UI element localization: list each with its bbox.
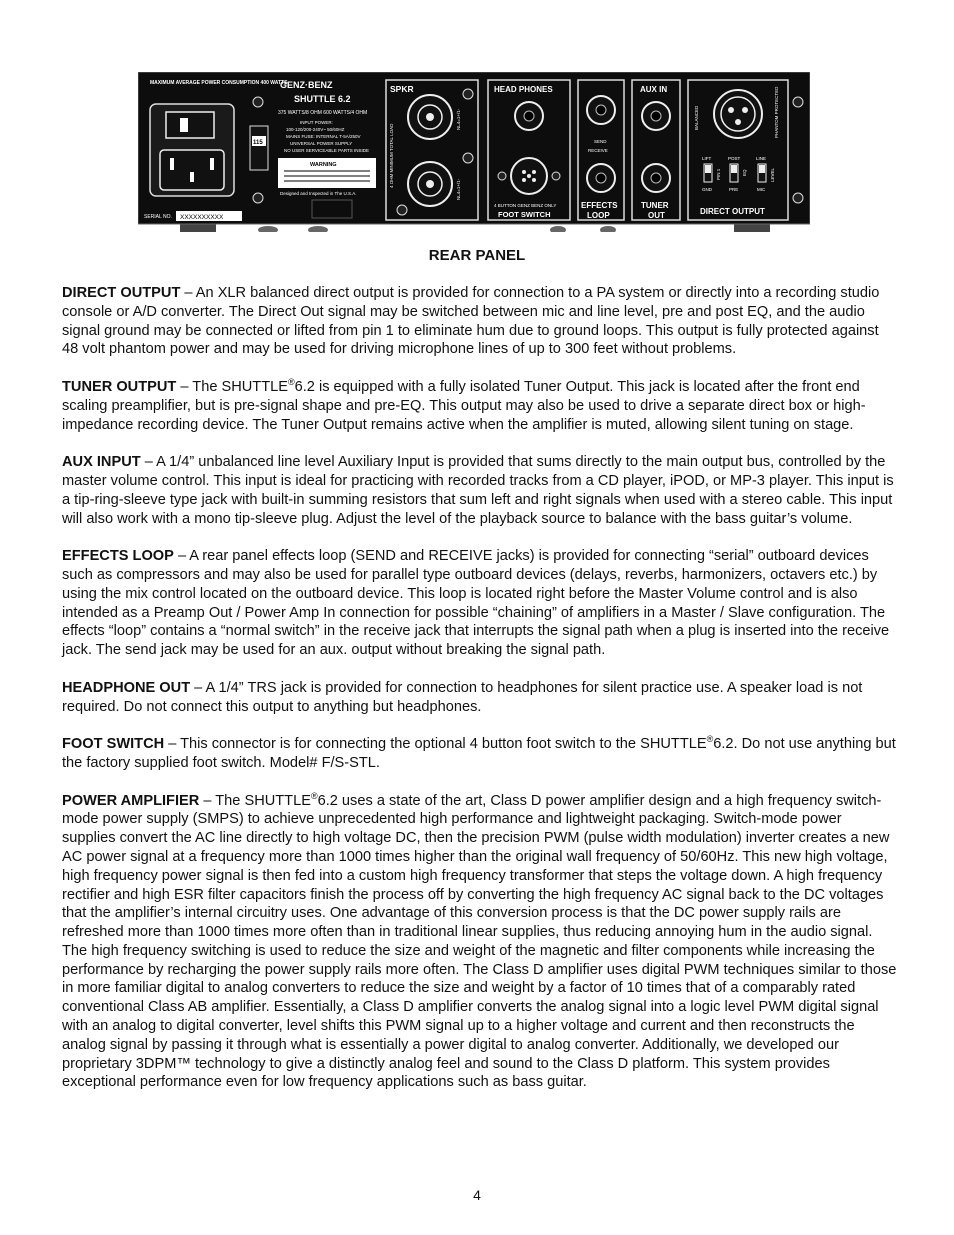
- iec-power-inlet[interactable]: [160, 150, 224, 190]
- send-label: SEND: [594, 139, 607, 144]
- designed-label: Designed and Inspected in The U.S.A.: [280, 191, 357, 196]
- direct-output-label: DIRECT OUTPUT: [700, 207, 765, 216]
- section-text-lead: – This connector is for connecting the optional 4 button foot switch to the SHUTTLE: [164, 736, 707, 753]
- aux-in-label: AUX IN: [640, 85, 668, 94]
- serial-number-value: XXXXXXXXXX: [180, 214, 224, 221]
- mains-fuse: MAINS FUSE: INTERNAL T-5A/250V: [286, 134, 361, 139]
- section-title: DIRECT OUTPUT: [62, 285, 181, 301]
- section-text: – A 1/4” TRS jack is provided for connection to headphones for silent practice use. A speaker load is not required. Do not connect this output to anything but headphones.: [62, 679, 863, 715]
- section-tuner-output: [62, 378, 897, 434]
- mic-label: MIC: [757, 187, 766, 192]
- spkr-label: SPKR: [390, 84, 414, 94]
- screw-icon: [463, 153, 473, 163]
- brand-logo: GENZ·BENZ: [280, 80, 333, 90]
- balanced-label: BALANCED: [694, 105, 699, 130]
- section-text: 6.2. Do not use anything but the factory supplied foot switch. Model# F/S-STL.: [62, 736, 896, 771]
- screw-icon: [793, 193, 803, 203]
- no-user-label: NO USER SERVICEABLE PARTS INSIDE: [284, 148, 370, 153]
- gnd-label: GND: [702, 187, 712, 192]
- screw-icon: [498, 172, 506, 180]
- section-text: – A 1/4” unbalanced line level Auxiliary Input is provided that sums directly to the main output bus, controlled by the master volume control. This input is ideal for practicing with recorded tracks from a CD player, iPOD, or MP-3 player. This input is a tip-ring-sleeve type jack with built-in summing resistors that sum left and right signals when used with a stereo cable. This input will also work with a mono tip-sleeve plug. Adjust the level of the playback source to balance with the bass guitar’s volume.: [62, 454, 894, 527]
- level-label: LEVEL: [770, 167, 775, 182]
- screw-icon: [463, 89, 473, 99]
- section-aux-input: [62, 453, 897, 528]
- page-number: 4: [473, 1187, 481, 1203]
- effects-label: EFFECTS: [581, 201, 618, 210]
- pin1-label: PIN 1: [716, 168, 721, 180]
- section-text: – A rear panel effects loop (SEND and RECEIVE jacks) is provided for connecting “serial” outboard devices such as compressors and may also be used for parallel type outboard devices (delays, reverbs, harmonizers, octavers etc.) by using the mix control located on the outboard device. This loop is located right before the Master Volume control and is also intended as a Preamp Out / Power Amp In connection for possible “chaining” of amplifiers in a Master / Slave configuration. The effects “loop” contains a “normal switch” in the receive jack that interrupts the signal path when a plug is inserted into the receive jack. The send jack may be used for an aux. output without breaking the signal path.: [62, 548, 890, 659]
- nl4-label-1: NL4=1+/1-: [456, 108, 461, 130]
- screw-icon: [397, 205, 407, 215]
- loop-label: LOOP: [587, 211, 610, 220]
- section-headphone-out: [62, 679, 897, 717]
- section-direct-output: [62, 284, 897, 359]
- screw-icon: [253, 97, 263, 107]
- rear-panel-illustration: [138, 72, 810, 232]
- post-label: POST: [728, 156, 741, 161]
- screw-icon: [552, 172, 560, 180]
- footswitch-label: FOOT SWITCH: [498, 210, 551, 219]
- body-text: [62, 284, 897, 1111]
- power-consumption-label: MAXIMUM AVERAGE POWER CONSUMPTION 400 WATTS: [150, 80, 288, 86]
- receive-label: RECEIVE: [588, 148, 608, 153]
- section-title: HEADPHONE OUT: [62, 679, 191, 696]
- section-text: 6.2 is equipped with a fully isolated Tuner Output. This jack is located after the front end scaling preamplifier, but is pre-signal shape and pre-EQ. This output may also be used to drive a separate direct box or high-impedance recording device. The Tuner Output remains active when the amplifier is muted, allowing silent tuning on stage.: [62, 378, 866, 433]
- warning-label: WARNING: [310, 162, 337, 168]
- screw-icon: [793, 97, 803, 107]
- nl4-label-2: NL4=1+/1-: [456, 178, 461, 200]
- voltage-selector[interactable]: [250, 126, 268, 170]
- out-label: OUT: [648, 211, 665, 220]
- line-label: LINE: [756, 156, 767, 161]
- registered-mark: ®: [287, 377, 295, 388]
- supply-label: UNIVERSAL POWER SUPPLY: [290, 141, 353, 146]
- section-text-lead: – The SHUTTLE: [176, 378, 288, 395]
- power-switch[interactable]: [166, 112, 214, 138]
- section-text-lead: – The SHUTTLE: [199, 792, 311, 809]
- section-title: FOOT SWITCH: [62, 736, 165, 753]
- section-text: – An XLR balanced direct output is provided for connection to a PA system or directly into a recording studio console or A/D converter. The Direct Out signal may be switched between mic and line level, pre and post EQ, and the audio signal ground may be connected or lifted from pin 1 to eliminate hum due to ground loops. This output is fully protected against 48 volt phantom power and may be used for driving microphone lines of up to 300 feet without problems.: [62, 285, 880, 358]
- tuner-label: TUNER: [641, 201, 669, 210]
- lift-label: LIFT: [702, 156, 712, 161]
- model-name: SHUTTLE 6.2: [294, 94, 351, 104]
- min-load-label: 4 OHM MINIMUM TOTAL LOAD: [389, 123, 394, 188]
- registered-mark: ®: [706, 734, 714, 745]
- screw-icon: [253, 193, 263, 203]
- registered-mark: ®: [310, 790, 318, 801]
- pre-label: PRE: [729, 187, 739, 192]
- input-power-label: INPUT POWER:: [300, 120, 333, 125]
- footswitch-note: 4 BUTTON GENZ BENZ ONLY: [494, 203, 557, 208]
- section-power-amplifier: [62, 792, 897, 1093]
- section-text: 6.2 uses a state of the art, Class D power amplifier design and a high frequency switch-mode power supply (SMPS) to achieve unprecedented high performance and lightweight packaging. Switch-mode power supplies convert the AC line directly to high voltage DC, then the precision PWM (pulse width modulation) inverter creates a new AC power signal at a frequency more than 1000 times higher than the original wall frequency of 50/60Hz. This new high voltage, high frequency power signal is then fed into a custom high frequency transformer that steps the voltage down. A high frequency rectifier and high ESR filter capacitors finish the process off by converting the high frequency AC signal back to the DC voltages that the amplifier’s internal circuitry uses. One advantage of this conversion process is that the DC power supply rails are refreshed more than 1000 times more often than in traditional linear supplies, thus reducing annoying hum in the audio signal. The high frequency switching is used to reduce the size and weight of the magnetic and filter components while increasing the performance by recharging the power supply rails more often. The Class D amplifier uses digital PWM techniques similar to those in more familiar digital to analog converters to reduce the size and weight by a factor of 10 times that of a comparably rated conventional Class AB amplifier. Essentially, a Class D amplifier converts the analog signal into a logic level PWM digital signal with an analog to digital converter, level shifts this PWM signal up to a higher voltage and current and then reconstructs the analog signal by passing it through what is essentially a power digital to analog converter. Additionally, we developed our proprietary 3DPM™ technology to give a distinctly analog feel and sound to the Class D platform. This system provides exceptional performance even for low frequency applications such as bass guitar.: [62, 792, 897, 1091]
- section-title: EFFECTS LOOP: [62, 548, 174, 565]
- voltage-value: 115: [253, 140, 263, 146]
- phantom-label: PHANTOM PROTECTED: [774, 86, 779, 138]
- section-title: AUX INPUT: [62, 454, 141, 471]
- section-title: POWER AMPLIFIER: [62, 792, 200, 809]
- eq-label: EQ: [742, 169, 747, 176]
- section-title: TUNER OUTPUT: [62, 378, 177, 395]
- serial-number-label: SERIAL NO.: [144, 214, 172, 220]
- section-effects-loop: [62, 547, 897, 660]
- section-foot-switch: [62, 735, 897, 773]
- power-ratings: 375 WATTS/8 OHM 600 WATTS/4 OHM: [278, 110, 368, 116]
- headphones-label: HEAD PHONES: [494, 85, 553, 94]
- figure-caption: REAR PANEL: [428, 247, 526, 264]
- input-power-value: 100-120/200-240V~ 50/60HZ: [286, 127, 345, 132]
